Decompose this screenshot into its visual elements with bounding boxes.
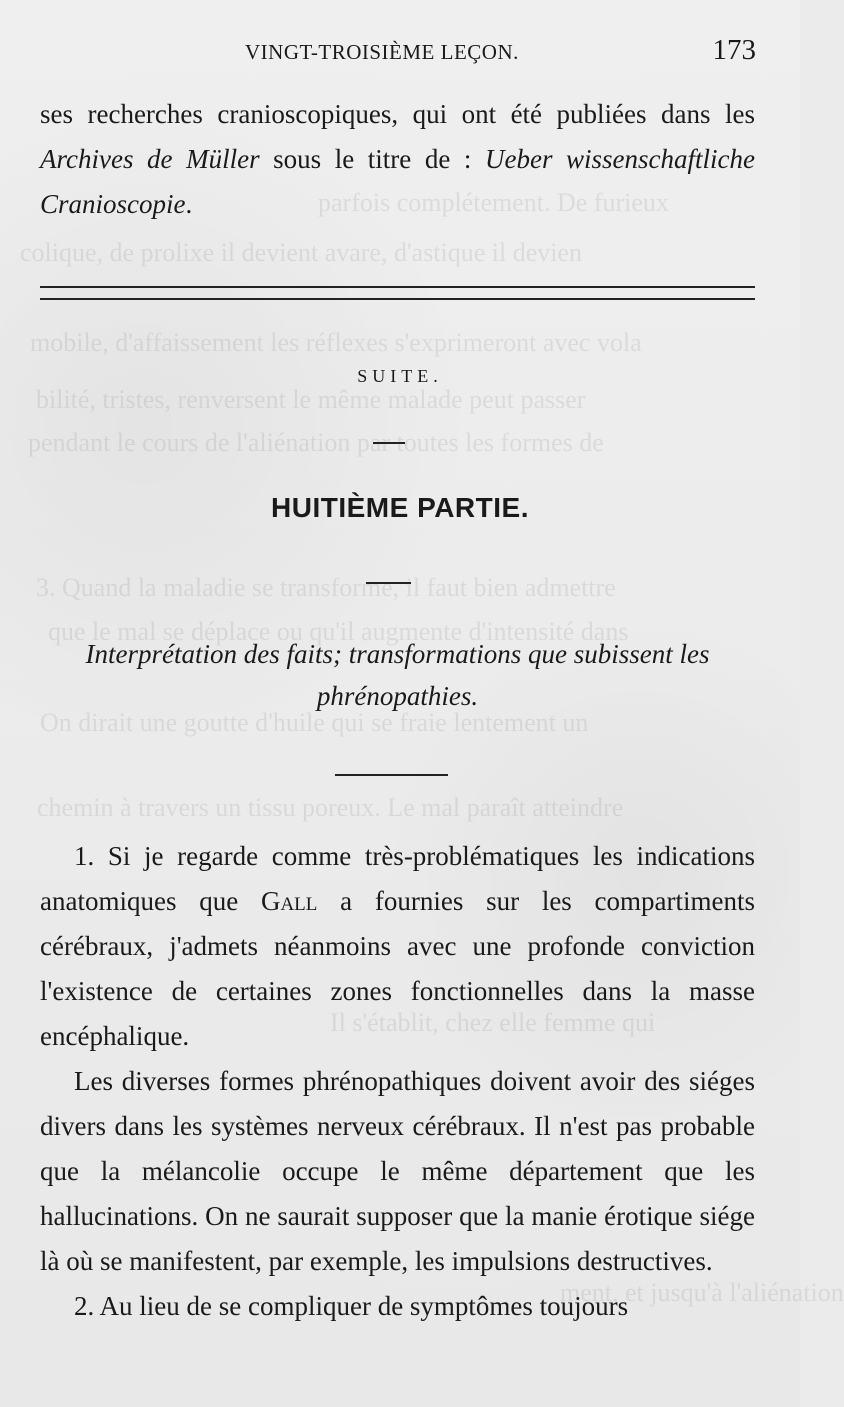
reverse-page-bleed: mobile, d'affaissement les réflexes s'exprimeront avec vola [30, 328, 642, 357]
intro-paragraph [40, 92, 755, 227]
subtitle-divider-rule [335, 774, 448, 776]
page-number: 173 [712, 34, 756, 66]
short-divider-rule [366, 582, 411, 584]
suite-label: SUITE. [357, 366, 443, 386]
reverse-page-bleed: colique, de prolixe il devient avare, d'astique il devien [20, 238, 583, 267]
paragraph-1 [40, 834, 755, 1059]
paragraph-number: 1. [74, 841, 95, 871]
work-title: Ueber wissenschaftliche Cranioscopie [40, 144, 756, 219]
intro-middle-text: sous le titre de : [273, 144, 472, 174]
short-divider-rule [373, 442, 405, 444]
running-head: VINGT-TROISIÈME LEÇON. [245, 40, 519, 64]
reverse-page-bleed: ment, et jusqu'à l'aliénation [560, 1278, 844, 1307]
main-text [40, 834, 755, 1329]
reverse-page-bleed: 3. Quand la maladie se transforme, il faut bien admettre [36, 573, 616, 602]
paragraph-number: 2. [74, 1291, 95, 1321]
journal-title: Archives de Müller [40, 144, 260, 174]
intro-end-punctuation: . [185, 189, 193, 219]
paragraph-text: Au lieu de se compliquer de symptômes toujours [99, 1291, 629, 1321]
reverse-page-bleed: parfois complétement. De furieux [318, 188, 669, 217]
paragraph-2: Les diverses formes phrénopathiques doivent avoir des siéges divers dans les systèmes nerveux cérébraux. Il n'est pas probable que la mélancolie occupe le même département que les hallucinations. On ne saurait supposer que la manie érotique siége là où se manifestent, par exemple, les impulsions destructives. [40, 1066, 755, 1276]
intro-lead-text: ses recherches cranioscopiques, qui ont été publiées dans les [40, 99, 755, 129]
paragraph-3 [40, 1284, 755, 1329]
reverse-page-bleed: que le mal se déplace ou qu'il augmente d'intensité dans [48, 617, 629, 646]
paragraph-text-after-name: a fournies sur les compartiments cérébraux, j'admets néanmoins avec une profonde conviction l'existence de certaines zones fonctionnelles dans la masse encéphalique. [40, 886, 756, 1051]
paragraph-text-before-name: Si je regarde comme très-problématiques les indications anatomiques que [40, 841, 756, 916]
reverse-page-bleed: Il s'établit, chez elle femme qui [330, 1008, 656, 1037]
reverse-page-bleed: bilité, tristes, renversent le même malade peut passer [36, 385, 586, 414]
part-subtitle: Interprétation des faits; transformations que subissent les phrénopathies. [85, 639, 710, 711]
reverse-page-bleed: On dirait une goutte d'huile qui se fraie lentement un [40, 708, 589, 737]
double-divider-rule [40, 286, 755, 300]
part-title: HUITIÈME PARTIE. [271, 492, 529, 523]
reverse-page-bleed: pendant le cours de l'aliénation par toutes les formes de [28, 428, 604, 457]
author-name: Gall [260, 886, 318, 916]
reverse-page-bleed: chemin à travers un tissu poreux. Le mal paraît atteindre [37, 793, 624, 822]
